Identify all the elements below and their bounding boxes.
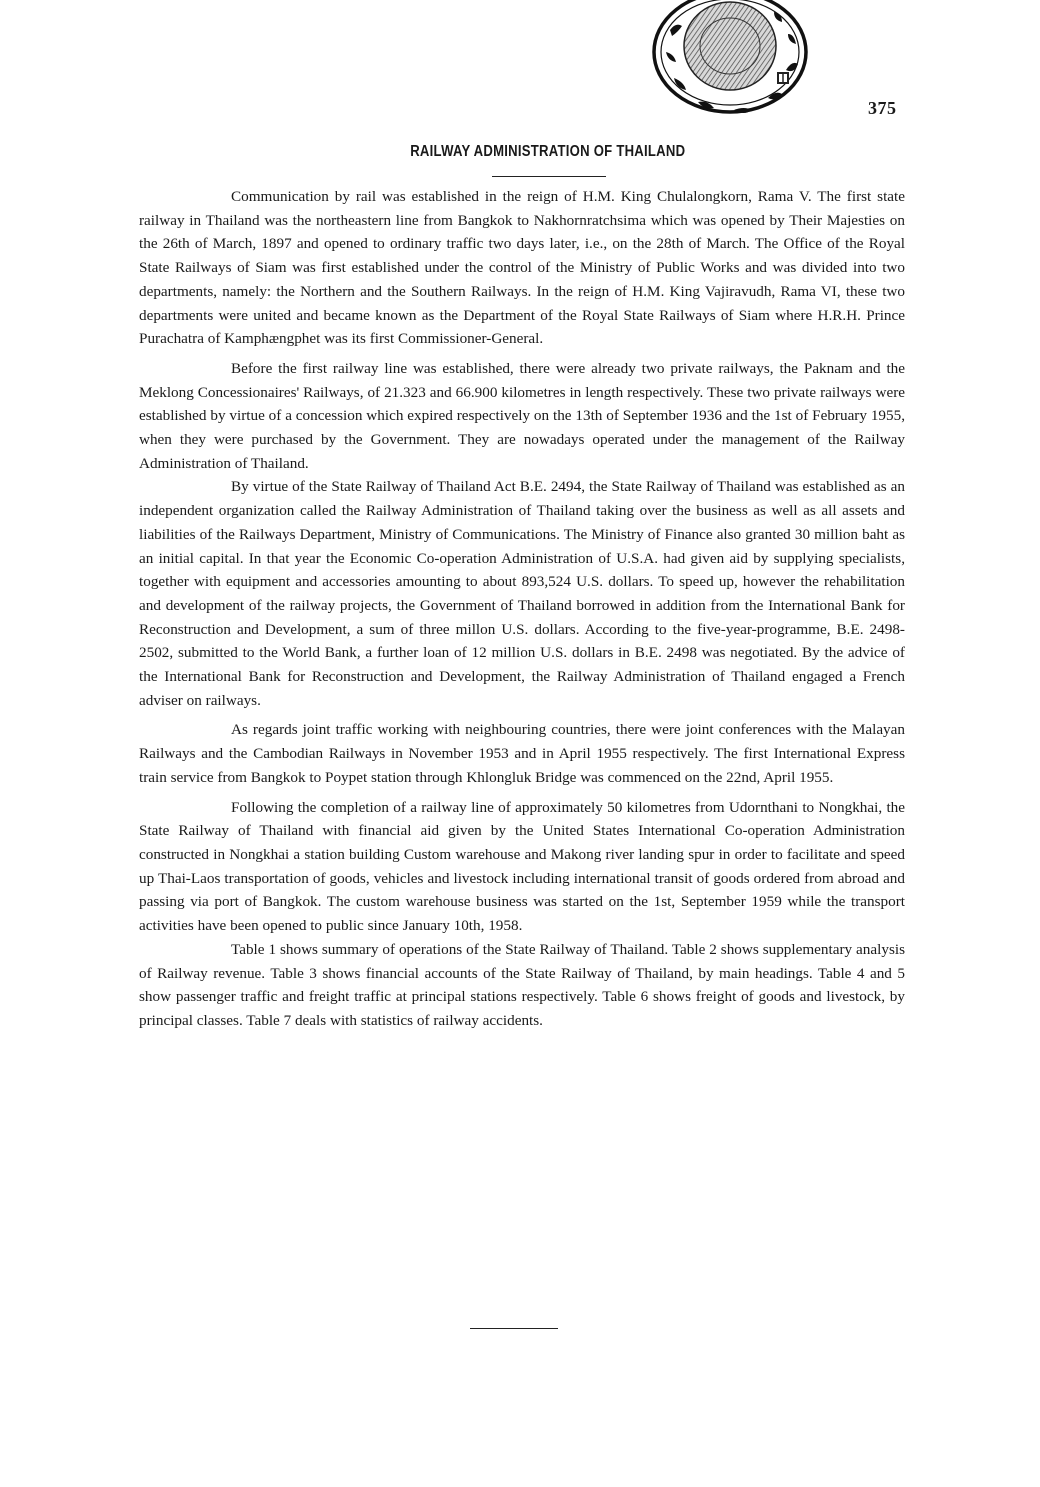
paragraph: Table 1 shows summary of operations of the State Railway of Thailand. Table 2 shows supplementary analysis of Railway revenue. Table 3 shows financial accounts of the State Railway of Thailand, by main headings. Table 4 and 5 show passenger traffic and freight traffic at principal stations respectively. Table 6 shows freight of goods and livestock, by principal classes. Table 7 deals with statistics of railway accidents.: [139, 940, 905, 1029]
title-underline: [492, 176, 606, 177]
end-rule: [470, 1328, 558, 1329]
document-body: [139, 185, 905, 1033]
page-number: 375: [868, 98, 897, 118]
paragraph: Before the first railway line was established, there were already two private railways, the Paknam and the Meklong Concessionaires' Railways, of 21.323 and 66.900 kilometres in length respectively. These two private railways were established by virtue of a concession which expired respectively on the 13th of September 1936 and the 1st of February 1955, when they were purchased by the Government. They are nowadays operated under the management of the Railway Administration of Thailand.: [139, 359, 905, 472]
title-block: [0, 143, 1040, 161]
paragraph: By virtue of the State Railway of Thailand Act B.E. 2494, the State Railway of Thailand was established as an independent organization called the Railway Administration of Thailand taking over the business as well as all assets and liabilities of the Railways Department, Ministry of Communications. The Ministry of Finance also granted 30 million baht as an initial capital. In that year the Economic Co-operation Administration of U.S.A. had given aid by supplying specialists, together with equipment and accessories amounting to about 893,524 U.S. dollars. To speed up, however the rehabilitation and development of the railway projects, the Government of Thailand borrowed in addition from the International Bank for Reconstruction and Development, a sum of three millon U.S. dollars. According to the five-year-programme, B.E. 2498-2502, submitted to the World Bank, a further loan of 12 million U.S. dollars in B.E. 2498 was negotiated. By the advice of the International Bank for Reconstruction and Development, the Railway Administration of Thailand engaged a French adviser on railways.: [139, 478, 905, 709]
paragraph: Following the completion of a railway line of approximately 50 kilometres from Udornthani to Nongkhai, the State Railway of Thailand with financial aid given by the United States International Co-operation Administration constructed in Nongkhai a station building Custom warehouse and Makong river landing spur in order to facilitate and speed up Thai-Laos transportation of goods, vehicles and livestock including international transit of goods ordered from abroad and passing via port of Bangkok. The custom warehouse business was started on the 1st, September 1959 while the transport activities have been opened to public since January 10th, 1958.: [139, 798, 905, 935]
paragraph: Communication by rail was established in the reign of H.M. King Chulalongkorn, Rama V. The first state railway in Thailand was the northeastern line from Bangkok to Nakhornratchsima which was opened by Their Majesties on the 26th of March, 1897 and opened to ordinary traffic two days later, i.e., on the 28th of March. The Office of the Royal State Railways of Siam was first established under the control of the Ministry of Public Works and was divided into two departments, namely: the Northern and the Southern Railways. In the reign of H.M. King Vajiravudh, Rama VI, these two departments were united and became known as the Department of the Royal State Railways of Siam where H.R.H. Prince Purachatra of Kamphængphet was its first Commissioner-General.: [139, 188, 905, 348]
paragraph: As regards joint traffic working with neighbouring countries, there were joint conferences with the Malayan Railways and the Cambodian Railways in November 1953 and in April 1955 respectively. The first International Express train service from Bangkok to Poypet station through Khlongluk Bridge was commenced on the 22nd, April 1955.: [139, 721, 905, 786]
document-title: RAILWAY ADMINISTRATION OF THAILAND: [409, 143, 686, 160]
library-seal-stamp-icon: [650, 0, 810, 125]
